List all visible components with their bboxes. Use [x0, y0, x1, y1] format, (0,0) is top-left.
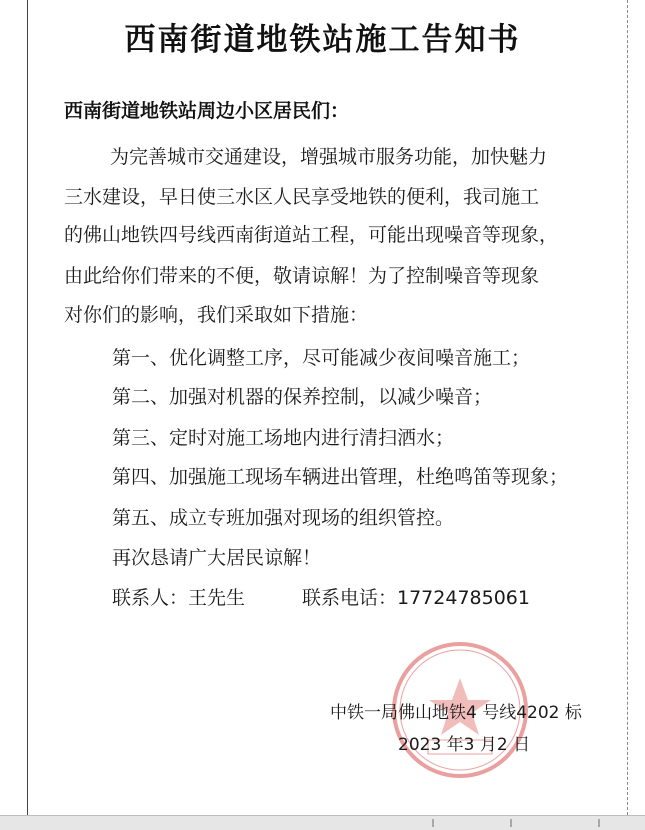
bar-tick: [510, 819, 512, 827]
measure-item: 第二、加强对机器的保养控制，以减少噪音；: [112, 386, 493, 408]
bar-tick: [598, 819, 600, 827]
closing-line: 再次恳请广大居民谅解！: [112, 547, 322, 569]
paragraph-line: 由此给你们带来的不便，敬请谅解！为了控制噪音等现象: [64, 265, 540, 287]
paragraph-line: 对你们的影响，我们采取如下措施：: [64, 304, 369, 326]
salutation: 西南街道地铁站周边小区居民们：: [64, 100, 350, 122]
page-right-border: [627, 0, 628, 815]
notice-title: 西南街道地铁站施工告知书: [124, 22, 521, 58]
signature-organization: 中铁一局佛山地铁4 号线4202 标: [330, 703, 582, 723]
measure-item: 第三、定时对施工场地内进行清扫洒水；: [112, 427, 455, 449]
measure-item: 第四、加强施工现场车辆进出管理，杜绝鸣笛等现象；: [112, 466, 569, 488]
bar-tick: [432, 819, 434, 827]
contact-phone: 联系电话：17724785061: [302, 587, 530, 609]
measure-item: 第一、优化调整工序，尽可能减少夜间噪音施工；: [112, 347, 531, 369]
bottom-scroll-bar[interactable]: [0, 815, 645, 830]
contact-person: 联系人：王先生: [112, 587, 246, 609]
paragraph-line: 三水建设，早日使三水区人民享受地铁的便利，我司施工: [64, 186, 540, 208]
paragraph-line: 的佛山地铁四号线西南街道站工程，可能出现噪音等现象，: [64, 224, 559, 246]
measure-item: 第五、成立专班加强对现场的组织管控。: [112, 507, 455, 529]
paragraph-line: 为完善城市交通建设，增强城市服务功能，加快魅力: [110, 146, 548, 168]
signature-date: 2023 年3 月2 日: [398, 735, 531, 755]
page-left-border: [27, 0, 28, 815]
